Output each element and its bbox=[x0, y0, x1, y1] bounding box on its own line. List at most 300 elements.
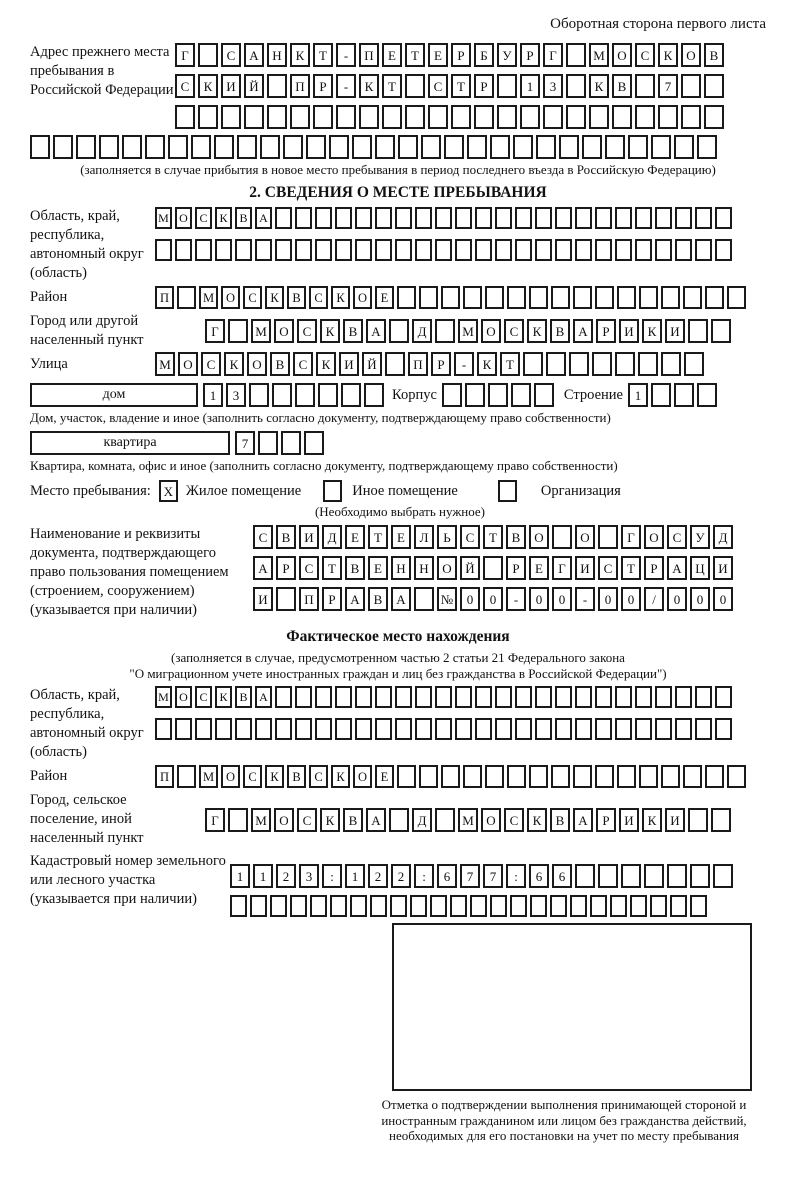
char-cell[interactable]: К bbox=[642, 319, 662, 343]
char-cell[interactable] bbox=[352, 135, 372, 159]
char-cell[interactable]: В bbox=[287, 765, 306, 788]
char-cell[interactable] bbox=[313, 105, 333, 129]
char-cell[interactable] bbox=[375, 239, 392, 261]
char-cell[interactable] bbox=[661, 286, 680, 309]
char-cell[interactable]: Д bbox=[412, 808, 432, 832]
stay-type-checkbox-organization[interactable] bbox=[498, 480, 517, 502]
char-cell[interactable]: Т bbox=[621, 556, 641, 580]
char-cell[interactable] bbox=[428, 105, 448, 129]
char-cell[interactable]: К bbox=[331, 765, 350, 788]
char-cell[interactable]: С bbox=[309, 286, 328, 309]
char-cell[interactable] bbox=[655, 207, 672, 229]
char-cell[interactable]: 7 bbox=[658, 74, 678, 98]
char-cell[interactable] bbox=[255, 239, 272, 261]
char-cell[interactable] bbox=[435, 686, 452, 708]
char-cell[interactable]: К bbox=[477, 352, 497, 376]
char-cell[interactable] bbox=[566, 105, 586, 129]
char-cell[interactable] bbox=[444, 135, 464, 159]
char-cell[interactable]: М bbox=[155, 686, 172, 708]
char-cell[interactable]: Й bbox=[460, 556, 480, 580]
char-cell[interactable] bbox=[395, 239, 412, 261]
char-cell[interactable]: Т bbox=[500, 352, 520, 376]
char-cell[interactable]: В bbox=[550, 808, 570, 832]
char-cell[interactable]: 0 bbox=[483, 587, 503, 611]
char-cell[interactable]: О bbox=[274, 319, 294, 343]
char-cell[interactable]: И bbox=[619, 319, 639, 343]
char-cell[interactable] bbox=[228, 319, 248, 343]
char-cell[interactable] bbox=[635, 686, 652, 708]
char-cell[interactable] bbox=[175, 105, 195, 129]
char-cell[interactable]: В bbox=[343, 319, 363, 343]
char-cell[interactable]: Р bbox=[451, 43, 471, 67]
char-cell[interactable] bbox=[295, 383, 315, 407]
char-cell[interactable] bbox=[715, 686, 732, 708]
char-cell[interactable] bbox=[375, 718, 392, 740]
char-cell[interactable] bbox=[697, 135, 717, 159]
char-cell[interactable] bbox=[598, 525, 618, 549]
district-row[interactable] bbox=[155, 286, 746, 309]
char-cell[interactable]: В bbox=[276, 525, 296, 549]
char-cell[interactable] bbox=[612, 105, 632, 129]
char-cell[interactable] bbox=[675, 207, 692, 229]
char-cell[interactable] bbox=[76, 135, 96, 159]
char-cell[interactable]: 7 bbox=[460, 864, 480, 888]
char-cell[interactable]: М bbox=[589, 43, 609, 67]
char-cell[interactable] bbox=[551, 286, 570, 309]
char-cell[interactable] bbox=[592, 352, 612, 376]
char-cell[interactable]: 1 bbox=[203, 383, 223, 407]
char-cell[interactable] bbox=[534, 383, 554, 407]
char-cell[interactable] bbox=[455, 718, 472, 740]
char-cell[interactable]: - bbox=[336, 74, 356, 98]
char-cell[interactable]: Н bbox=[267, 43, 287, 67]
char-cell[interactable] bbox=[635, 74, 655, 98]
char-cell[interactable] bbox=[270, 895, 287, 917]
char-cell[interactable] bbox=[711, 808, 731, 832]
char-cell[interactable] bbox=[658, 105, 678, 129]
char-cell[interactable]: А bbox=[345, 587, 365, 611]
char-cell[interactable]: Р bbox=[520, 43, 540, 67]
char-cell[interactable] bbox=[415, 207, 432, 229]
char-cell[interactable] bbox=[566, 43, 586, 67]
char-cell[interactable] bbox=[99, 135, 119, 159]
char-cell[interactable]: Е bbox=[375, 286, 394, 309]
char-cell[interactable]: К bbox=[224, 352, 244, 376]
char-cell[interactable] bbox=[175, 718, 192, 740]
char-cell[interactable] bbox=[535, 686, 552, 708]
char-cell[interactable]: 6 bbox=[437, 864, 457, 888]
char-cell[interactable]: О bbox=[437, 556, 457, 580]
char-cell[interactable]: Т bbox=[322, 556, 342, 580]
char-cell[interactable]: С bbox=[293, 352, 313, 376]
char-cell[interactable]: 1 bbox=[230, 864, 250, 888]
char-cell[interactable] bbox=[639, 286, 658, 309]
char-cell[interactable] bbox=[295, 718, 312, 740]
char-cell[interactable]: 0 bbox=[690, 587, 710, 611]
char-cell[interactable] bbox=[329, 135, 349, 159]
char-cell[interactable]: У bbox=[690, 525, 710, 549]
char-cell[interactable] bbox=[569, 352, 589, 376]
char-cell[interactable]: М bbox=[458, 319, 478, 343]
char-cell[interactable]: К bbox=[658, 43, 678, 67]
char-cell[interactable]: Н bbox=[414, 556, 434, 580]
char-cell[interactable] bbox=[250, 895, 267, 917]
char-cell[interactable] bbox=[495, 718, 512, 740]
char-cell[interactable] bbox=[451, 105, 471, 129]
char-cell[interactable]: О bbox=[247, 352, 267, 376]
char-cell[interactable] bbox=[421, 135, 441, 159]
char-cell[interactable]: С bbox=[598, 556, 618, 580]
char-cell[interactable] bbox=[306, 135, 326, 159]
char-cell[interactable]: 1 bbox=[345, 864, 365, 888]
char-cell[interactable] bbox=[267, 105, 287, 129]
char-cell[interactable]: Й bbox=[244, 74, 264, 98]
char-cell[interactable] bbox=[350, 895, 367, 917]
char-cell[interactable] bbox=[275, 207, 292, 229]
char-cell[interactable] bbox=[495, 207, 512, 229]
char-cell[interactable] bbox=[283, 135, 303, 159]
char-cell[interactable]: К bbox=[265, 286, 284, 309]
char-cell[interactable]: П bbox=[290, 74, 310, 98]
char-cell[interactable]: А bbox=[573, 319, 593, 343]
char-cell[interactable] bbox=[415, 239, 432, 261]
char-cell[interactable] bbox=[715, 718, 732, 740]
char-cell[interactable]: 0 bbox=[552, 587, 572, 611]
char-cell[interactable]: Р bbox=[431, 352, 451, 376]
char-cell[interactable] bbox=[415, 718, 432, 740]
char-cell[interactable]: Г bbox=[175, 43, 195, 67]
char-cell[interactable] bbox=[595, 686, 612, 708]
char-cell[interactable] bbox=[727, 286, 746, 309]
char-cell[interactable] bbox=[415, 686, 432, 708]
char-cell[interactable]: 1 bbox=[520, 74, 540, 98]
char-cell[interactable] bbox=[555, 207, 572, 229]
char-cell[interactable]: - bbox=[575, 587, 595, 611]
char-cell[interactable]: В bbox=[506, 525, 526, 549]
char-cell[interactable]: О bbox=[175, 686, 192, 708]
char-cell[interactable]: А bbox=[366, 319, 386, 343]
char-cell[interactable] bbox=[495, 686, 512, 708]
char-cell[interactable] bbox=[615, 718, 632, 740]
char-cell[interactable] bbox=[695, 718, 712, 740]
char-cell[interactable]: У bbox=[497, 43, 517, 67]
char-cell[interactable] bbox=[497, 74, 517, 98]
char-cell[interactable] bbox=[214, 135, 234, 159]
char-cell[interactable]: С bbox=[195, 686, 212, 708]
char-cell[interactable] bbox=[419, 286, 438, 309]
char-cell[interactable] bbox=[675, 718, 692, 740]
char-cell[interactable] bbox=[410, 895, 427, 917]
char-cell[interactable]: К bbox=[527, 808, 547, 832]
char-cell[interactable] bbox=[310, 895, 327, 917]
char-cell[interactable] bbox=[490, 135, 510, 159]
char-cell[interactable] bbox=[375, 135, 395, 159]
char-cell[interactable]: 0 bbox=[667, 587, 687, 611]
char-cell[interactable] bbox=[595, 765, 614, 788]
char-cell[interactable] bbox=[523, 352, 543, 376]
char-cell[interactable] bbox=[595, 207, 612, 229]
apartment-type-box[interactable]: квартира bbox=[30, 431, 230, 455]
char-cell[interactable] bbox=[589, 105, 609, 129]
char-cell[interactable]: Р bbox=[596, 808, 616, 832]
char-cell[interactable] bbox=[515, 239, 532, 261]
char-cell[interactable]: Е bbox=[391, 525, 411, 549]
char-cell[interactable] bbox=[249, 383, 269, 407]
char-cell[interactable] bbox=[495, 239, 512, 261]
char-cell[interactable] bbox=[455, 686, 472, 708]
char-cell[interactable]: К bbox=[527, 319, 547, 343]
char-cell[interactable]: П bbox=[359, 43, 379, 67]
char-cell[interactable] bbox=[497, 105, 517, 129]
char-cell[interactable] bbox=[507, 765, 526, 788]
char-cell[interactable] bbox=[195, 239, 212, 261]
char-cell[interactable] bbox=[715, 239, 732, 261]
char-cell[interactable]: К bbox=[331, 286, 350, 309]
char-cell[interactable] bbox=[455, 207, 472, 229]
char-cell[interactable] bbox=[655, 686, 672, 708]
char-cell[interactable] bbox=[441, 765, 460, 788]
char-cell[interactable]: 6 bbox=[552, 864, 572, 888]
char-cell[interactable] bbox=[690, 895, 707, 917]
char-cell[interactable] bbox=[683, 286, 702, 309]
char-cell[interactable] bbox=[690, 864, 710, 888]
char-cell[interactable]: И bbox=[221, 74, 241, 98]
char-cell[interactable] bbox=[177, 765, 196, 788]
char-cell[interactable]: О bbox=[481, 319, 501, 343]
char-cell[interactable] bbox=[398, 135, 418, 159]
char-cell[interactable] bbox=[511, 383, 531, 407]
char-cell[interactable]: К bbox=[290, 43, 310, 67]
char-cell[interactable] bbox=[475, 718, 492, 740]
korpus-row[interactable] bbox=[442, 383, 554, 407]
char-cell[interactable]: Ц bbox=[690, 556, 710, 580]
char-cell[interactable]: Е bbox=[382, 43, 402, 67]
char-cell[interactable]: 0 bbox=[598, 587, 618, 611]
cadastre-row-1[interactable] bbox=[230, 864, 733, 888]
char-cell[interactable]: О bbox=[529, 525, 549, 549]
char-cell[interactable] bbox=[195, 718, 212, 740]
char-cell[interactable]: № bbox=[437, 587, 457, 611]
char-cell[interactable] bbox=[385, 352, 405, 376]
char-cell[interactable] bbox=[546, 352, 566, 376]
char-cell[interactable]: А bbox=[244, 43, 264, 67]
char-cell[interactable]: С bbox=[460, 525, 480, 549]
char-cell[interactable]: К bbox=[642, 808, 662, 832]
char-cell[interactable]: С bbox=[309, 765, 328, 788]
char-cell[interactable] bbox=[281, 431, 301, 455]
char-cell[interactable] bbox=[435, 207, 452, 229]
char-cell[interactable]: - bbox=[506, 587, 526, 611]
char-cell[interactable] bbox=[295, 207, 312, 229]
char-cell[interactable] bbox=[727, 765, 746, 788]
fact-city-row[interactable] bbox=[205, 808, 731, 832]
char-cell[interactable] bbox=[575, 239, 592, 261]
char-cell[interactable] bbox=[675, 239, 692, 261]
char-cell[interactable] bbox=[175, 239, 192, 261]
char-cell[interactable] bbox=[582, 135, 602, 159]
char-cell[interactable]: С bbox=[504, 319, 524, 343]
char-cell[interactable]: И bbox=[713, 556, 733, 580]
char-cell[interactable]: М bbox=[251, 319, 271, 343]
stay-type-checkbox-residential[interactable] bbox=[159, 480, 178, 502]
char-cell[interactable]: П bbox=[155, 765, 174, 788]
char-cell[interactable] bbox=[390, 895, 407, 917]
char-cell[interactable]: В bbox=[270, 352, 290, 376]
char-cell[interactable]: В bbox=[612, 74, 632, 98]
char-cell[interactable] bbox=[435, 718, 452, 740]
char-cell[interactable]: Ь bbox=[437, 525, 457, 549]
char-cell[interactable]: Е bbox=[375, 765, 394, 788]
char-cell[interactable]: М bbox=[251, 808, 271, 832]
char-cell[interactable]: 3 bbox=[299, 864, 319, 888]
char-cell[interactable] bbox=[595, 239, 612, 261]
char-cell[interactable] bbox=[681, 74, 701, 98]
char-cell[interactable] bbox=[405, 74, 425, 98]
char-cell[interactable] bbox=[555, 686, 572, 708]
char-cell[interactable] bbox=[638, 352, 658, 376]
char-cell[interactable]: Т bbox=[382, 74, 402, 98]
char-cell[interactable] bbox=[635, 718, 652, 740]
char-cell[interactable] bbox=[389, 319, 409, 343]
char-cell[interactable] bbox=[573, 765, 592, 788]
char-cell[interactable] bbox=[635, 239, 652, 261]
char-cell[interactable]: С bbox=[243, 765, 262, 788]
char-cell[interactable] bbox=[555, 239, 572, 261]
char-cell[interactable] bbox=[122, 135, 142, 159]
char-cell[interactable]: : bbox=[322, 864, 342, 888]
char-cell[interactable] bbox=[455, 239, 472, 261]
char-cell[interactable] bbox=[644, 864, 664, 888]
char-cell[interactable] bbox=[550, 895, 567, 917]
char-cell[interactable] bbox=[513, 135, 533, 159]
char-cell[interactable] bbox=[355, 207, 372, 229]
char-cell[interactable]: К bbox=[589, 74, 609, 98]
char-cell[interactable] bbox=[382, 105, 402, 129]
apartment-number-row[interactable] bbox=[235, 431, 324, 455]
char-cell[interactable]: С bbox=[297, 319, 317, 343]
char-cell[interactable] bbox=[617, 765, 636, 788]
char-cell[interactable] bbox=[617, 286, 636, 309]
char-cell[interactable] bbox=[590, 895, 607, 917]
char-cell[interactable]: М bbox=[155, 207, 172, 229]
char-cell[interactable]: Р bbox=[644, 556, 664, 580]
char-cell[interactable]: 2 bbox=[276, 864, 296, 888]
char-cell[interactable]: Т bbox=[405, 43, 425, 67]
char-cell[interactable] bbox=[559, 135, 579, 159]
char-cell[interactable] bbox=[221, 105, 241, 129]
char-cell[interactable] bbox=[304, 431, 324, 455]
char-cell[interactable] bbox=[713, 864, 733, 888]
char-cell[interactable]: М bbox=[199, 765, 218, 788]
char-cell[interactable] bbox=[435, 239, 452, 261]
char-cell[interactable] bbox=[235, 718, 252, 740]
char-cell[interactable] bbox=[661, 352, 681, 376]
doc-row-1[interactable] bbox=[253, 525, 733, 549]
char-cell[interactable]: О bbox=[175, 207, 192, 229]
char-cell[interactable] bbox=[570, 895, 587, 917]
char-cell[interactable]: 0 bbox=[529, 587, 549, 611]
char-cell[interactable]: Л bbox=[414, 525, 434, 549]
char-cell[interactable] bbox=[260, 135, 280, 159]
char-cell[interactable] bbox=[515, 718, 532, 740]
char-cell[interactable] bbox=[275, 718, 292, 740]
char-cell[interactable] bbox=[485, 765, 504, 788]
char-cell[interactable]: Р bbox=[322, 587, 342, 611]
char-cell[interactable]: С bbox=[221, 43, 241, 67]
char-cell[interactable] bbox=[674, 383, 694, 407]
char-cell[interactable] bbox=[275, 686, 292, 708]
char-cell[interactable] bbox=[628, 135, 648, 159]
char-cell[interactable] bbox=[330, 895, 347, 917]
char-cell[interactable] bbox=[695, 207, 712, 229]
char-cell[interactable] bbox=[615, 207, 632, 229]
char-cell[interactable]: К bbox=[316, 352, 336, 376]
char-cell[interactable]: С bbox=[667, 525, 687, 549]
char-cell[interactable] bbox=[704, 105, 724, 129]
char-cell[interactable] bbox=[705, 286, 724, 309]
char-cell[interactable]: 3 bbox=[226, 383, 246, 407]
char-cell[interactable]: О bbox=[178, 352, 198, 376]
char-cell[interactable] bbox=[335, 207, 352, 229]
char-cell[interactable]: М bbox=[155, 352, 175, 376]
char-cell[interactable] bbox=[475, 239, 492, 261]
char-cell[interactable]: 2 bbox=[391, 864, 411, 888]
char-cell[interactable] bbox=[168, 135, 188, 159]
char-cell[interactable]: С bbox=[201, 352, 221, 376]
char-cell[interactable]: И bbox=[665, 319, 685, 343]
stroenie-row[interactable] bbox=[628, 383, 717, 407]
char-cell[interactable] bbox=[228, 808, 248, 832]
char-cell[interactable]: А bbox=[253, 556, 273, 580]
char-cell[interactable]: А bbox=[573, 808, 593, 832]
char-cell[interactable] bbox=[474, 105, 494, 129]
char-cell[interactable]: Р bbox=[506, 556, 526, 580]
char-cell[interactable] bbox=[276, 587, 296, 611]
char-cell[interactable]: Е bbox=[428, 43, 448, 67]
char-cell[interactable] bbox=[441, 286, 460, 309]
char-cell[interactable] bbox=[536, 135, 556, 159]
char-cell[interactable]: Г bbox=[205, 808, 225, 832]
char-cell[interactable] bbox=[430, 895, 447, 917]
doc-row-3[interactable] bbox=[253, 587, 733, 611]
char-cell[interactable] bbox=[355, 718, 372, 740]
char-cell[interactable] bbox=[341, 383, 361, 407]
char-cell[interactable]: А bbox=[391, 587, 411, 611]
char-cell[interactable] bbox=[535, 239, 552, 261]
char-cell[interactable] bbox=[405, 105, 425, 129]
char-cell[interactable]: П bbox=[155, 286, 174, 309]
char-cell[interactable] bbox=[272, 383, 292, 407]
char-cell[interactable] bbox=[290, 895, 307, 917]
char-cell[interactable] bbox=[711, 319, 731, 343]
doc-row-2[interactable] bbox=[253, 556, 733, 580]
char-cell[interactable] bbox=[688, 319, 708, 343]
char-cell[interactable] bbox=[715, 207, 732, 229]
char-cell[interactable]: Р bbox=[596, 319, 616, 343]
char-cell[interactable] bbox=[53, 135, 73, 159]
char-cell[interactable] bbox=[530, 895, 547, 917]
char-cell[interactable] bbox=[435, 808, 455, 832]
house-number-row[interactable] bbox=[203, 383, 384, 407]
char-cell[interactable]: П bbox=[299, 587, 319, 611]
char-cell[interactable]: С bbox=[299, 556, 319, 580]
char-cell[interactable] bbox=[520, 105, 540, 129]
fact-region-row-1[interactable] bbox=[155, 686, 732, 708]
char-cell[interactable] bbox=[323, 480, 342, 502]
char-cell[interactable] bbox=[244, 105, 264, 129]
char-cell[interactable] bbox=[198, 43, 218, 67]
char-cell[interactable] bbox=[315, 718, 332, 740]
